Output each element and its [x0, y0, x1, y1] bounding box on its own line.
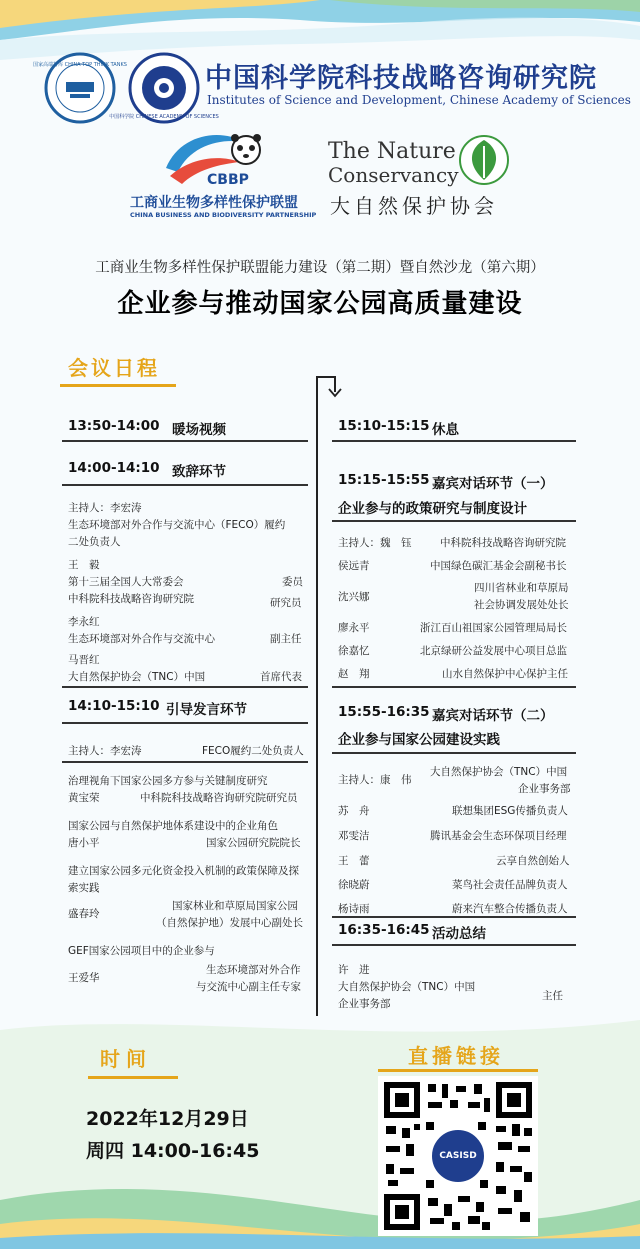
talk-speaker: 黄宝荣	[68, 792, 100, 804]
session7-time: 16:35-16:45	[338, 922, 430, 938]
panelist-name: 苏 舟	[338, 805, 370, 817]
talk-speaker-aff: 国家林业和草原局国家公园	[172, 900, 298, 912]
think-tank-seal-logo	[33, 52, 127, 124]
rule	[332, 686, 576, 688]
panelist-aff: 北京绿研公益发展中心项目总监	[420, 645, 567, 657]
cbbp-title-cn: 工商业生物多样性保护联盟	[130, 195, 298, 211]
cas-title-cn: 中国科学院科技战略咨询研究院	[205, 63, 597, 94]
closing-speaker-aff: 企业事务部	[338, 998, 391, 1010]
panelist-aff: 中国绿色碳汇基金会副秘书长	[430, 560, 567, 572]
time-label: 时间	[100, 1047, 152, 1071]
speaker-role: 副主任	[270, 633, 302, 645]
cbbp-abbr: CBBP	[207, 172, 249, 188]
session4-time: 15:10-15:15	[338, 418, 430, 434]
panelist-name: 邓雯洁	[338, 830, 370, 842]
panelist-aff: 浙江百山祖国家公园管理局局长	[420, 622, 567, 634]
panelist-aff: 四川省林业和草原局	[474, 582, 569, 594]
panelist-aff: 菜鸟社会责任品牌负责人	[452, 879, 568, 891]
tnc-title-line2: Conservancy	[328, 163, 459, 187]
session6-time: 15:55-16:35	[338, 704, 430, 720]
session5-host-aff: 中科院科技战略咨询研究院	[440, 537, 566, 549]
tnc-title-cn: 大自然保护协会	[330, 194, 498, 218]
panelist-name: 王 蕾	[338, 855, 370, 867]
rule	[62, 761, 308, 763]
talk-speaker-aff: 中科院科技战略咨询研究院研究员	[140, 792, 298, 804]
session2-time: 14:00-14:10	[68, 460, 160, 476]
panelist-aff: 腾讯基金会生态环保项目经理	[430, 830, 567, 842]
livestream-label: 直播链接	[408, 1044, 504, 1068]
column-divider	[316, 376, 318, 1016]
panelist-name: 沈兴娜	[338, 591, 370, 603]
session2-host: 主持人：李宏涛	[68, 502, 142, 514]
speaker-name: 李永红	[68, 616, 100, 628]
rule	[62, 484, 308, 486]
agenda-underline	[60, 384, 176, 387]
closing-speaker-aff: 大自然保护协会（TNC）中国	[338, 981, 476, 993]
time-underline	[88, 1076, 178, 1079]
talk-speaker-aff: 与交流中心副主任专家	[196, 981, 301, 993]
session2-title: 致辞环节	[172, 464, 226, 480]
session5-topic: 企业参与的政策研究与制度设计	[338, 501, 527, 517]
session3-host-role: FECO履约二处负责人	[202, 745, 304, 757]
tnc-title-line1: The Nature	[328, 139, 456, 164]
livestream-qr-code[interactable]	[378, 1076, 538, 1236]
speaker-aff: 生态环境部对外合作与交流中心	[68, 633, 215, 645]
panelist-aff: 联想集团ESG传播负责人	[452, 805, 568, 817]
event-weekday-time: 周四 14:00-16:45	[86, 1140, 260, 1162]
talk-speaker-aff: 国家公园研究院院长	[206, 837, 301, 849]
rule	[62, 722, 308, 724]
closing-speaker-role: 主任	[542, 990, 563, 1002]
panelist-aff: 山水自然保护中心保护主任	[442, 668, 568, 680]
session2-host-aff1: 生态环境部对外合作与交流中心（FECO）履约	[68, 519, 286, 531]
rule	[332, 520, 576, 522]
panelist-name: 赵 翔	[338, 668, 370, 680]
talk-speaker: 盛春玲	[68, 908, 100, 920]
session1-title: 暖场视频	[172, 422, 226, 438]
talk-speaker: 唐小平	[68, 837, 100, 849]
rule	[62, 440, 308, 442]
cas-seal-logo	[109, 52, 219, 124]
talk-title: GEF国家公园项目中的企业参与	[68, 945, 215, 957]
speaker-name: 王 毅	[68, 559, 100, 571]
cas-title-en: Institutes of Science and Development, Chinese Academy of Sciences	[207, 93, 631, 107]
rule	[332, 916, 576, 918]
speaker-name: 马晋红	[68, 654, 100, 666]
rule	[332, 944, 576, 946]
panelist-name: 廖永平	[338, 622, 370, 634]
session3-time: 14:10-15:10	[68, 698, 160, 714]
rule	[332, 440, 576, 442]
talk-title: 建立国家公园多元化资金投入机制的政策保障及探	[68, 865, 299, 877]
event-date: 2022年12月29日	[86, 1108, 249, 1130]
talk-title: 国家公园与自然保护地体系建设中的企业角色	[68, 820, 278, 832]
speaker-aff: 中科院科技战略咨询研究院	[68, 593, 194, 605]
session6-host: 主持人：康 伟	[338, 774, 412, 786]
talk-speaker-aff: （自然保护地）发展中心副处长	[156, 917, 303, 929]
rule	[332, 752, 576, 754]
seal2-text: 中国科学院 CHINESE ACADEMY OF SCIENCES	[109, 114, 219, 120]
qr-center-logo: CASISD	[439, 1151, 477, 1161]
session6-title: 嘉宾对话环节（二）	[432, 708, 554, 724]
session3-host: 主持人：李宏涛	[68, 745, 142, 757]
session7-title: 活动总结	[432, 926, 486, 942]
session6-host-aff: 大自然保护协会（TNC）中国	[430, 766, 568, 778]
speaker-role: 首席代表	[260, 671, 302, 683]
session5-host: 主持人：魏 钰	[338, 537, 412, 549]
speaker-role: 研究员	[270, 597, 302, 609]
speaker-aff: 大自然保护协会（TNC）中国	[68, 671, 206, 683]
talk-speaker: 王爱华	[68, 972, 100, 984]
cbbp-title-en: CHINA BUSINESS AND BIODIVERSITY PARTNERSHIP	[130, 211, 317, 219]
session4-title: 休息	[432, 422, 459, 438]
talk-title-cont: 索实践	[68, 882, 100, 894]
session3-title: 引导发言环节	[166, 702, 247, 718]
panelist-name: 杨诗雨	[338, 903, 370, 915]
talk-speaker-aff: 生态环境部对外合作	[206, 964, 301, 976]
panelist-aff: 云享自然创始人	[496, 855, 570, 867]
speaker-aff: 第十三届全国人大常委会	[68, 576, 184, 588]
session1-time: 13:50-14:00	[68, 418, 160, 434]
seal1-text: 国家高端智库 CHINA TOP THINK TANKS	[33, 62, 127, 68]
arrow-down-icon	[328, 388, 342, 398]
panelist-aff: 蔚来汽车整合传播负责人	[452, 903, 568, 915]
tnc-leaf-icon	[458, 134, 510, 186]
event-title: 企业参与推动国家公园高质量建设	[117, 289, 523, 319]
panelist-name: 侯远青	[338, 560, 370, 572]
event-subtitle: 工商业生物多样性保护联盟能力建设（第二期）暨自然沙龙（第六期）	[95, 260, 545, 276]
divider-arm	[316, 376, 336, 378]
session5-title: 嘉宾对话环节（一）	[432, 476, 554, 492]
session6-topic: 企业参与国家公园建设实践	[338, 732, 500, 748]
closing-speaker: 许 进	[338, 964, 370, 976]
livestream-underline	[378, 1069, 538, 1072]
panelist-name: 徐晓蔚	[338, 879, 370, 891]
session5-time: 15:15-15:55	[338, 472, 430, 488]
talk-title: 治理视角下国家公园多方参与关键制度研究	[68, 775, 268, 787]
rule	[62, 686, 308, 688]
panelist-aff: 社会协调发展处处长	[474, 599, 569, 611]
session2-host-aff2: 二处负责人	[68, 536, 121, 548]
session6-host-aff: 企业事务部	[518, 783, 571, 795]
speaker-role: 委员	[282, 576, 303, 588]
panelist-name: 徐嘉忆	[338, 645, 370, 657]
agenda-label: 会议日程	[68, 356, 160, 380]
